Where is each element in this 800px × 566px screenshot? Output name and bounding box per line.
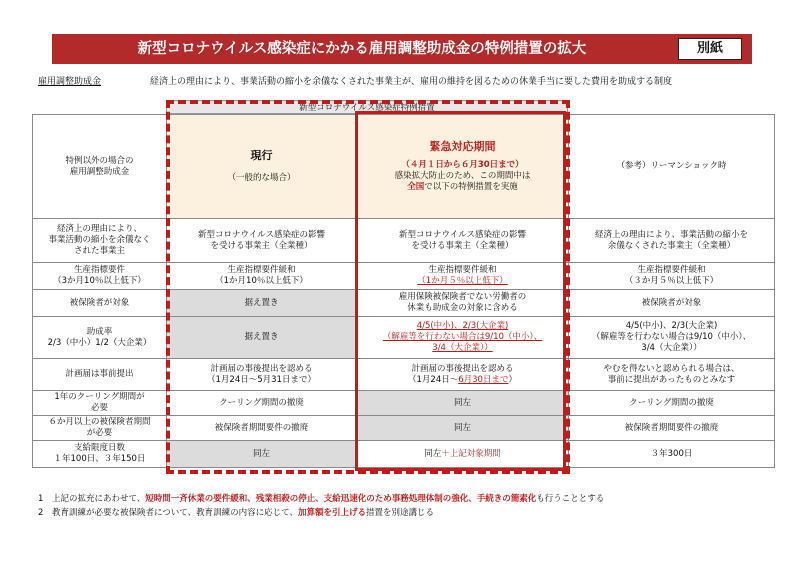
footnotes (38, 492, 778, 520)
attachment-badge: 別紙 (678, 38, 742, 60)
table-row: 助成率 2/3（中小）1/2（大企業） 据え置き 4/5(中小)、2/3(大企業) （解雇等を行わない場合は9/10（中小）、 3/4（大企業）） 4/5(中小)、2/3(大企業) （解雇等を行わない場合は9/10（中小）、 3/4（大企業）） (33, 317, 775, 359)
nationwide-text: 全国 (407, 181, 425, 192)
emergency-period: （４月１日から６月30日まで） (401, 159, 524, 170)
page-header (52, 34, 752, 64)
table-row: 生産指標要件 （3か月10％以上低下） 生産指標要件緩和 （1か月10％以上低下） 生産指標要件緩和 （1か月５％以上低下） 生産指標要件緩和 （３か月５％以上低下） (33, 263, 775, 290)
current-title: 現行 (250, 148, 273, 162)
table-row: 支給限度日数 １年100日、３年150日 同左 同左＋上記対象期間 ３年300日 (33, 441, 775, 468)
current-subtitle: （一般的な場合） (227, 172, 296, 183)
table-row: 1年のクーリング期間が 必要 クーリング期間の撤廃 同左 クーリング期間の撤廃 (33, 391, 775, 416)
intro-description: 経済上の理由により、事業活動の縮小を余儀なくされた事業主が、雇用の維持を図るための休業手当に要した費用を助成する制度 (150, 77, 673, 87)
intro-line (38, 74, 778, 88)
table-row: 計画届は事前提出 計画届の事後提出を認める （1月24日～5月31日まで） 計画届の事後提出を認める （1月24日～6月30日まで） やむを得ないと認められる場合は、 事前に提出があったものとみなす (33, 359, 775, 391)
header-current (167, 115, 357, 219)
table-row: 経済上の理由により、 事業活動の縮小を余儀なく された事業主 新型コロナウイルス感染症の影響 を受ける事業主（全業種） 新型コロナウイルス感染症の影響 を受ける事業主（全業種） 経済上の理由により、事業活動の縮小を 余儀なくされた事業主（全業種） (33, 219, 775, 263)
emergency-title: 緊急対応期間 (429, 139, 496, 153)
comparison-table (32, 114, 775, 468)
header-lehman: （参考）リーマンショック時 (569, 115, 775, 219)
page-title: 新型コロナウイルス感染症にかかる雇用調整助成金の特例措置の拡大 (137, 41, 587, 57)
header-normal-case: 特例以外の場合の 雇用調整助成金 (33, 115, 167, 219)
table-row: 被保険者が対象 据え置き 雇用保険被保険者でない労働者の 休業も助成金の対象に含める 被保険者が対象 (33, 290, 775, 317)
footnote-1: 1 上記の拡充にあわせて、短時間一斉休業の要件緩和、残業相殺の停止、支給迅速化のため事務処理体制の強化、手続きの簡素化も行うこととする (38, 494, 605, 504)
table-row: ６か月以上の被保険者期間 が必要 被保険者期間要件の撤廃 同左 被保険者期間要件の撤廃 (33, 416, 775, 441)
intro-label: 雇用調整助成金 (38, 77, 102, 87)
special-measures-band: 新型コロナウイルス感染症特例措置 (166, 100, 568, 114)
footnote-2: 2 教育訓練が必要な被保険者について、教育訓練の内容に応じて、加算額を引上げる措置を別途講じる (38, 508, 434, 518)
table-header-row (33, 115, 775, 219)
header-emergency: 緊急対応期間 （４月１日から６月30日まで） 感染拡大防止のため、この期間中は 全国で以下の特例措置を実施 (357, 115, 569, 219)
